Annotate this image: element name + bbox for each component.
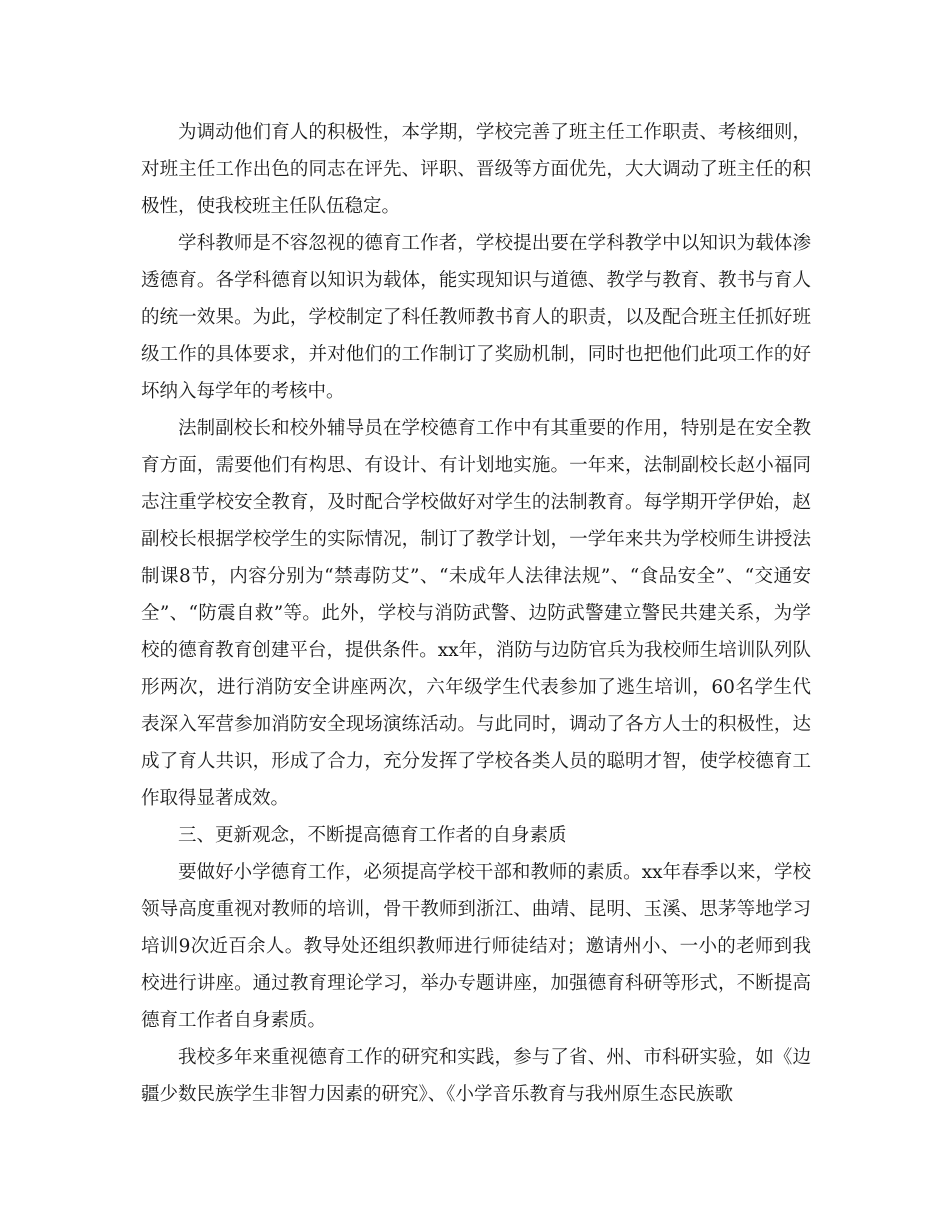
paragraph-moral-research: 我校多年来重视德育工作的研究和实践，参与了省、州、市科研实验，如《边疆少数民族学生非智力因素的研究》、《小学音乐教育与我州原生态民族歌 [141, 1047, 811, 1105]
section-heading-update-concepts: 三、更新观念，不断提高德育工作者的自身素质 [178, 825, 567, 846]
document-body [141, 114, 811, 1113]
paragraph-teacher-training: 要做好小学德育工作，必须提高学校干部和教师的素质。xx年春季以来，学校领导高度重视对教师的培训，骨干教师到浙江、曲靖、昆明、玉溪、思茅等地学习培训9次近百余人。教导处还组织教师进行师徒结对；邀请州小、一小的老师到我校进行讲座。通过教育理论学习，举办专题讲座，加强德育科研等形式，不断提高德育工作者自身素质。 [141, 862, 811, 1031]
paragraph-subject-teachers: 学科教师是不容忽视的德育工作者，学校提出要在学科教学中以知识为载体渗透德育。各学科德育以知识为载体，能实现知识与道德、教学与教育、教书与育人的统一效果。为此，学校制定了科任教师教书育人的职责，以及配合班主任抓好班级工作的具体要求，并对他们的工作制订了奖励机制，同时也把他们此项工作的好坏纳入每学年的考核中。 [141, 233, 811, 402]
paragraph-legal-vice-principal: 法制副校长和校外辅导员在学校德育工作中有其重要的作用，特别是在安全教育方面，需要他们有构思、有设计、有计划地实施。一年来，法制副校长赵小福同志注重学校安全教育，及时配合学校做好对学生的法制教育。每学期开学伊始，赵副校长根据学校学生的实际情况，制订了教学计划，一学年来共为学校师生讲授法制课8节，内容分别为“禁毒防艾”、“未成年人法律法规”、“食品安全”、“交通安全”、“防震自救”等。此外，学校与消防武警、边防武警建立警民共建关系，为学校的德育教育创建平台，提供条件。xx年，消防与边防官兵为我校师生培训队列队形两次，进行消防安全讲座两次，六年级学生代表参加了逃生培训，60名学生代表深入军营参加消防安全现场演练活动。与此同时，调动了各方人士的积极性，达成了育人共识，形成了合力，充分发挥了学校各类人员的聪明才智，使学校德育工作取得显著成效。 [141, 418, 811, 809]
paragraph-class-teacher-motivation: 为调动他们育人的积极性，本学期，学校完善了班主任工作职责、考核细则，对班主任工作出色的同志在评先、评职、晋级等方面优先，大大调动了班主任的积极性，使我校班主任队伍稳定。 [141, 122, 811, 217]
